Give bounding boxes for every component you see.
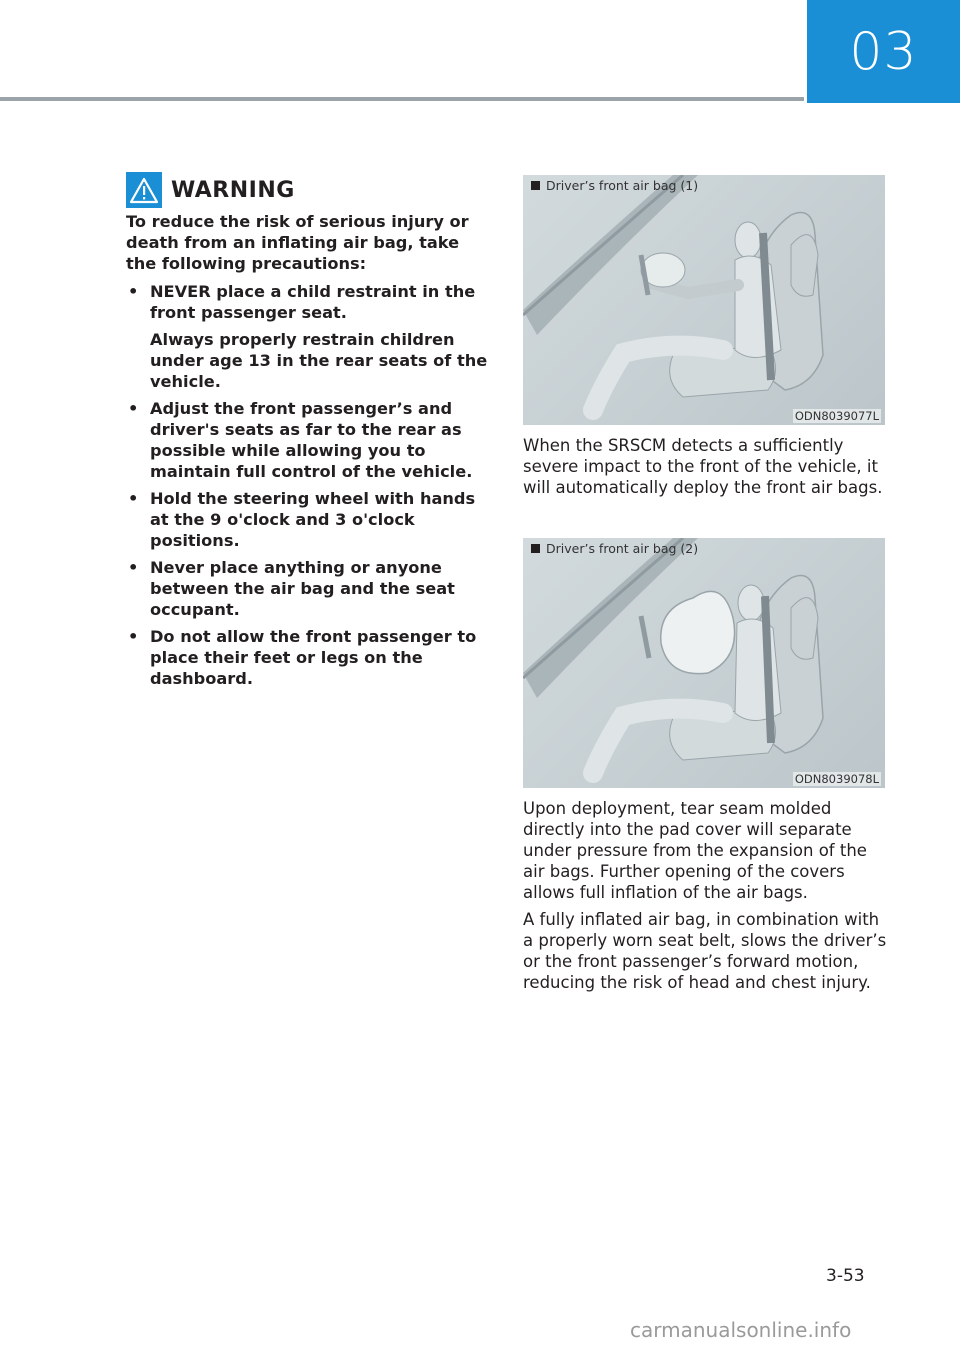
warning-item-subtext: Always properly restrain children under age 13 in the rear seats of the vehicle. [150,330,488,391]
warning-item [126,488,488,551]
warning-item-text: Adjust the front passenger’s and driver's seats as far to the rear as possible while allowing you to maintain full control of the vehicle. [150,399,473,481]
warning-intro: To reduce the risk of serious injury or death from an inflating air bag, take the following precautions: [126,212,469,273]
header-rule [0,97,804,101]
warning-item [126,398,488,482]
warning-header [126,172,295,208]
caption-square-icon [531,181,540,190]
bullet: • [128,489,139,508]
figure-caption [531,541,698,556]
bullet: • [128,282,139,301]
figure-code: ODN8039078L [794,772,879,786]
warning-item [126,626,488,689]
warning-title: WARNING [171,177,295,203]
bullet: • [128,558,139,577]
figure-caption-text: Driver’s front air bag (1) [546,178,699,193]
paragraph-1: When the SRSCM detects a sufficiently severe impact to the front of the vehicle, it will automatically deploy the front air bags. [523,436,883,497]
warning-triangle-icon [126,172,162,208]
figure-driver-airbag-2 [523,538,885,788]
figure-driver-airbag-1 [523,175,885,425]
warning-item-text: Hold the steering wheel with hands at the 9 o'clock and 3 o'clock positions. [150,489,476,550]
caption-square-icon [531,544,540,553]
warning-item [126,281,488,392]
figure-caption [531,178,698,193]
bullet: • [128,627,139,646]
warning-list [126,281,488,689]
paragraph-3: A fully inflated air bag, in combination with a properly worn seat belt, slows the driver’s or the front passenger’s forward motion, reducing the risk of head and chest injury. [523,910,887,992]
warning-item [126,557,488,620]
airbag-illustration-1 [523,175,885,425]
bullet: • [128,399,139,418]
chapter-tab: 03 [807,0,960,103]
figure-caption-text: Driver’s front air bag (2) [546,541,699,556]
warning-item-text: NEVER place a child restraint in the front passenger seat. [150,282,476,322]
airbag-illustration-2 [523,538,885,788]
warning-body [126,211,488,695]
watermark: carmanualsonline.info [630,1318,852,1342]
page-number: 3-53 [826,1266,865,1286]
figure-code: ODN8039077L [794,409,879,423]
warning-item-text: Never place anything or anyone between the air bag and the seat occupant. [150,558,455,619]
warning-item-text: Do not allow the front passenger to place their feet or legs on the dashboard. [150,627,477,688]
paragraph-2: Upon deployment, tear seam molded directly into the pad cover will separate under pressure from the expansion of the air bags. Further opening of the covers allows full inflation of the air bags. [523,799,867,902]
